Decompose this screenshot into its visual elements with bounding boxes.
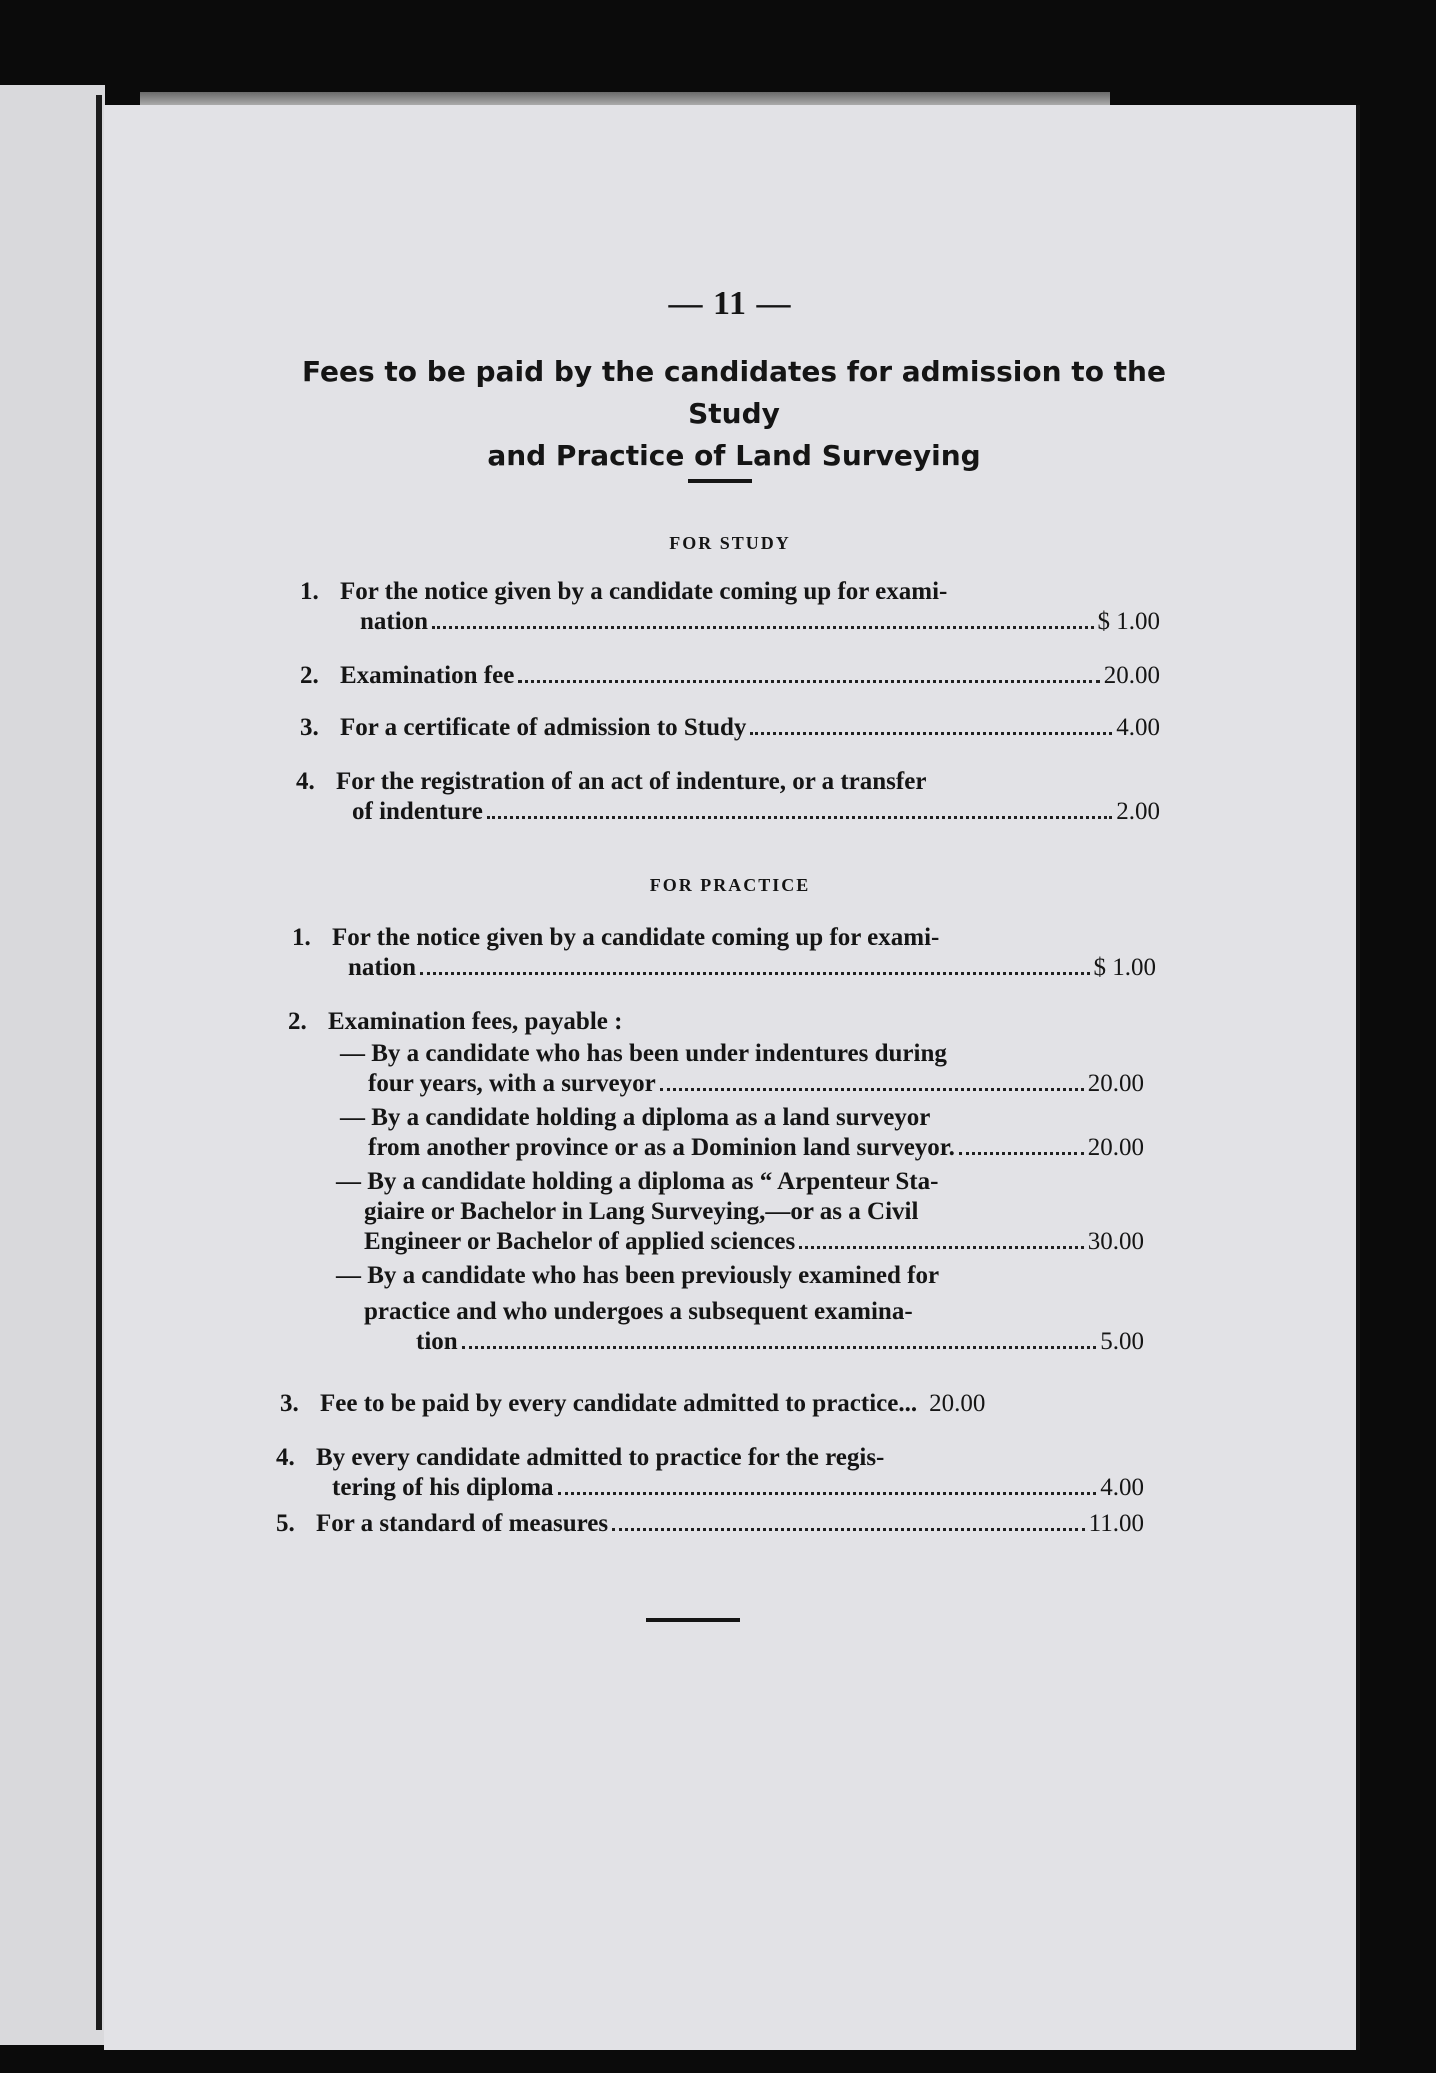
practice-item-2 [288, 1007, 1148, 1037]
subitem-text: from another province or as a Dominion land surveyor. [368, 1134, 955, 1161]
item-amount: $ 1.00 [1093, 954, 1156, 981]
study-item-3 [300, 713, 1160, 743]
subitem-amount: 30.00 [1087, 1228, 1144, 1255]
practice-item-5 [276, 1509, 1144, 1539]
dot-leader [518, 662, 1099, 683]
title-divider [688, 479, 752, 483]
item-number: 2. [300, 662, 319, 689]
subitem-text: Engineer or Bachelor of applied sciences [364, 1228, 796, 1255]
subitem-amount: 20.00 [1087, 1070, 1144, 1097]
dot-leader [558, 1474, 1097, 1495]
study-item-1 [300, 577, 1160, 637]
practice-subitem-1 [340, 1039, 1144, 1099]
subitem-text-line: giaire or Bachelor in Lang Surveying,—or as a Civil [364, 1198, 919, 1225]
item-intro: Examination fees, payable : [328, 1008, 623, 1035]
dot-leader [432, 608, 1093, 629]
subitem-text-line: practice and who undergoes a subsequent examina- [364, 1298, 913, 1325]
subitem-text-line: — By a candidate holding a diploma as a land surveyor [340, 1104, 931, 1131]
dot-leader [487, 798, 1112, 819]
item-text-line: For the notice given by a candidate coming up for exami- [332, 924, 940, 951]
item-amount: $ 1.00 [1097, 608, 1160, 635]
left-page-edge [0, 85, 105, 2045]
item-text: nation [360, 608, 429, 635]
title-line-1: Fees to be paid by the candidates for admission to the Study [302, 355, 1166, 430]
dot-leader [799, 1228, 1084, 1249]
dot-leader [660, 1070, 1084, 1091]
page-number: — 11 — [668, 285, 792, 322]
dot-leader [420, 954, 1089, 975]
item-amount: 4.00 [1100, 1474, 1144, 1501]
page-right-edge [1356, 105, 1360, 2050]
item-number: 4. [276, 1444, 295, 1471]
item-text-line: By every candidate admitted to practice for the regis- [316, 1444, 885, 1471]
binding-shadow [96, 95, 102, 2030]
item-amount: 11.00 [1088, 1510, 1144, 1537]
item-text: nation [348, 954, 417, 981]
practice-item-4 [276, 1443, 1144, 1503]
item-text: For a certificate of admission to Study [340, 714, 747, 741]
study-item-2 [300, 661, 1160, 691]
practice-subitem-2 [340, 1103, 1144, 1163]
document-page [104, 105, 1356, 2050]
subitem-text-line: — By a candidate holding a diploma as “ Arpenteur Sta- [336, 1168, 939, 1195]
item-text-line: For the registration of an act of indenture, or a transfer [336, 768, 927, 795]
item-amount: 20.00 [1103, 662, 1160, 689]
practice-item-1 [292, 923, 1156, 983]
item-text: tering of his diploma [332, 1474, 554, 1501]
dot-leader [612, 1510, 1085, 1531]
item-number: 3. [280, 1390, 299, 1417]
subitem-text: tion [416, 1328, 458, 1355]
item-number: 4. [296, 768, 315, 795]
item-text: For a standard of measures [316, 1510, 609, 1537]
item-text: Fee to be paid by every candidate admitted to practice... [320, 1390, 918, 1417]
item-number: 2. [288, 1008, 307, 1035]
subitem-text-line: — By a candidate who has been under indentures during [340, 1040, 947, 1067]
section-heading-study: FOR STUDY [669, 533, 791, 553]
item-amount: 4.00 [1116, 714, 1160, 741]
practice-subitem-4 [336, 1261, 1144, 1357]
practice-item-3 [280, 1389, 1144, 1419]
subitem-text: four years, with a surveyor [368, 1070, 656, 1097]
item-amount: 2.00 [1116, 798, 1160, 825]
subitem-text-line: — By a candidate who has been previously examined for [336, 1262, 940, 1289]
study-item-4 [296, 767, 1160, 827]
item-number: 1. [300, 578, 319, 605]
item-number: 1. [292, 924, 311, 951]
item-amount: 20.00 [929, 1390, 986, 1417]
section-heading-practice: FOR PRACTICE [649, 875, 811, 895]
item-number: 3. [300, 714, 319, 741]
item-text: Examination fee [340, 662, 515, 689]
item-text-line: For the notice given by a candidate coming up for exami- [340, 578, 948, 605]
dot-leader [462, 1328, 1097, 1349]
page-title [254, 351, 1214, 477]
subitem-amount: 5.00 [1100, 1328, 1144, 1355]
title-line-2: and Practice of Land Surveying [487, 439, 981, 472]
practice-subitem-3 [336, 1167, 1144, 1257]
item-number: 5. [276, 1510, 295, 1537]
dot-leader [959, 1134, 1084, 1155]
dot-leader [750, 714, 1112, 735]
subitem-amount: 20.00 [1087, 1134, 1144, 1161]
item-text: of indenture [352, 798, 483, 825]
closing-divider [646, 1618, 740, 1622]
